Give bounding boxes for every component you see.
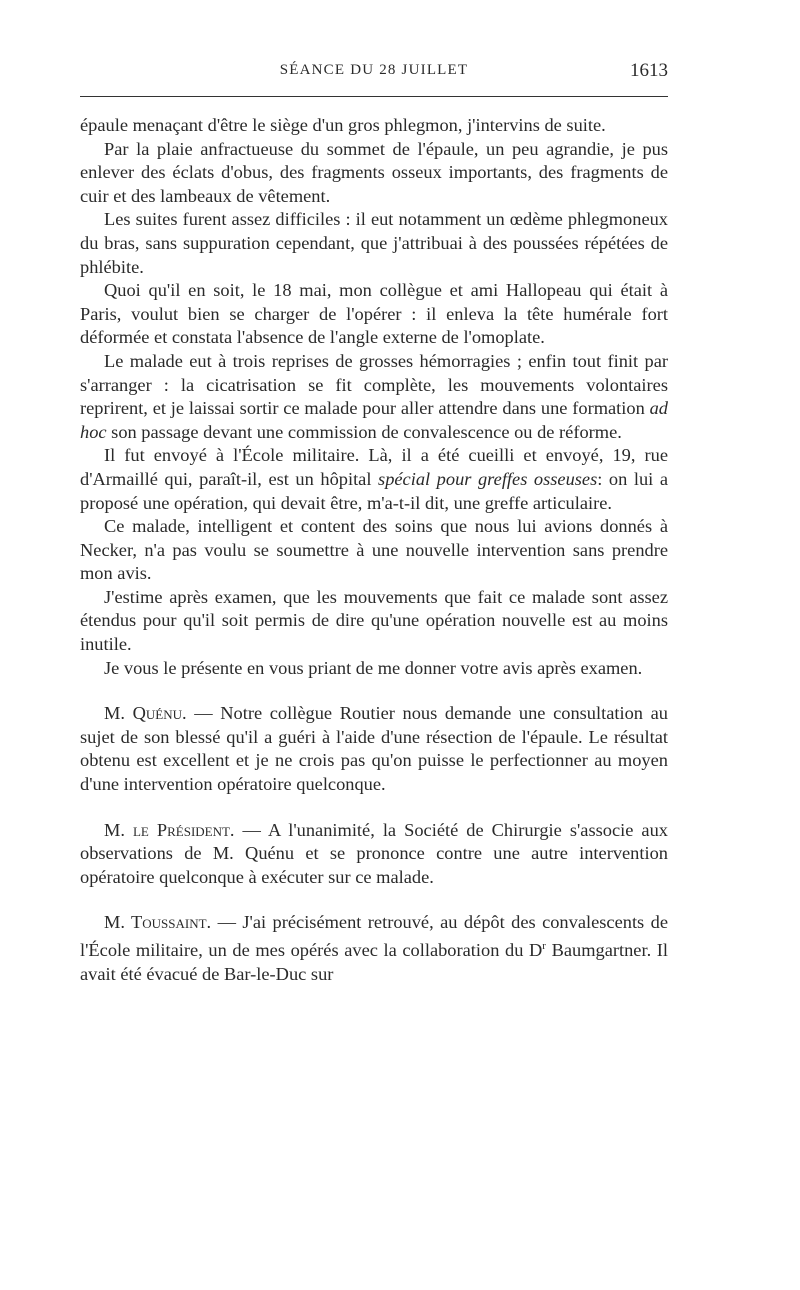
paragraph-toussaint-text-b: Baumgartner. Il avait été évacué de Bar-le-Duc sur bbox=[80, 940, 669, 984]
paragraph-president-text: — A l'unanimité, la Société de Chirurgie s'associe aux observations de M. Quénu et se prononce contre une autre intervention opératoire quelconque à exécuter sur ce malade. bbox=[80, 819, 668, 887]
body-text bbox=[80, 114, 668, 986]
paragraph-toussaint bbox=[80, 911, 668, 986]
paragraph-quenu bbox=[80, 702, 668, 796]
paragraph-5-text-b: son passage devant une commission de convalescence ou de réforme. bbox=[106, 421, 622, 442]
page-number: 1613 bbox=[630, 60, 668, 81]
paragraph-6 bbox=[80, 444, 668, 515]
speaker-toussaint: M. Toussaint. bbox=[104, 912, 212, 933]
paragraph-7: Ce malade, intelligent et content des soins que nous lui avions donnés à Necker, n'a pas voulu se soumettre à une nouvelle intervention sans prendre mon avis. bbox=[80, 516, 668, 584]
paragraph-1: épaule menaçant d'être le siège d'un gros phlegmon, j'intervins de suite. bbox=[80, 115, 606, 135]
speaker-quenu: M. Quénu. bbox=[104, 703, 187, 724]
paragraph-9: Je vous le présente en vous priant de me donner votre avis après examen. bbox=[104, 657, 643, 678]
paragraph-5 bbox=[80, 350, 668, 444]
speaker-president: M. le Président. bbox=[104, 819, 235, 840]
paragraph-toussaint-text-a: — J'ai précisément retrouvé, au dépôt des convalescents de l'École militaire, un de mes opérés avec la collaboration du D bbox=[80, 912, 668, 961]
paragraph-3: Les suites furent assez difficiles : il eut notamment un œdème phlegmoneux du bras, sans suppuration cependant, que j'attribuai à des poussées répétées de phlébite. bbox=[80, 209, 668, 277]
paragraph-6-text-b: : on lui a proposé une opération, qui devait être, m'a-t-il dit, une greffe articulaire. bbox=[80, 468, 669, 513]
paragraph-2: Par la plaie anfractueuse du sommet de l'épaule, un peu agrandie, je pus enlever des éclats d'obus, des fragments osseux importants, des fragments de cuir et des lambeaux de vêtement. bbox=[80, 138, 668, 206]
page-header bbox=[80, 60, 668, 88]
paragraph-quenu-text: — Notre collègue Routier nous demande une consultation au sujet de son blessé qu'il a guéri à l'aide d'une résection de l'épaule. Le résultat obtenu est excellent et je ne crois pas qu'on puisse le perfectionner au moyen d'une intervention opératoire quelconque. bbox=[80, 703, 668, 795]
paragraph-6-text-a: Il fut envoyé à l'École militaire. Là, il a été cueilli et envoyé, 19, rue d'Armaillé qui, paraît-il, est un hôpital bbox=[80, 445, 668, 489]
paragraph-6-italic: spécial pour greffes osseuses bbox=[378, 468, 598, 489]
paragraph-4: Quoi qu'il en soit, le 18 mai, mon collègue et ami Hallopeau qui était à Paris, voulut bien se charger de l'opérer : il enleva la tête humérale fort déformée et constata l'absence de l'angle externe de l'omoplate. bbox=[80, 280, 668, 348]
paragraph-president bbox=[80, 819, 668, 890]
paragraph-5-italic: ad hoc bbox=[80, 398, 668, 442]
paragraph-5-text-a: Le malade eut à trois reprises de grosses hémorragies ; enfin tout finit par s'arranger : la cicatrisation se fit complète, les mouvements volontaires reprirent, et je laissai sortir ce malade pour aller attendre dans une formation bbox=[80, 350, 668, 419]
header-rule bbox=[80, 96, 668, 97]
paragraph-8: J'estime après examen, que les mouvements que fait ce malade sont assez étendus pour qu'il soit permis de dire qu'une opération nouvelle est au moins inutile. bbox=[80, 586, 668, 655]
superscript-r: r bbox=[542, 940, 546, 952]
running-head: SÉANCE DU 28 JUILLET bbox=[279, 62, 469, 78]
